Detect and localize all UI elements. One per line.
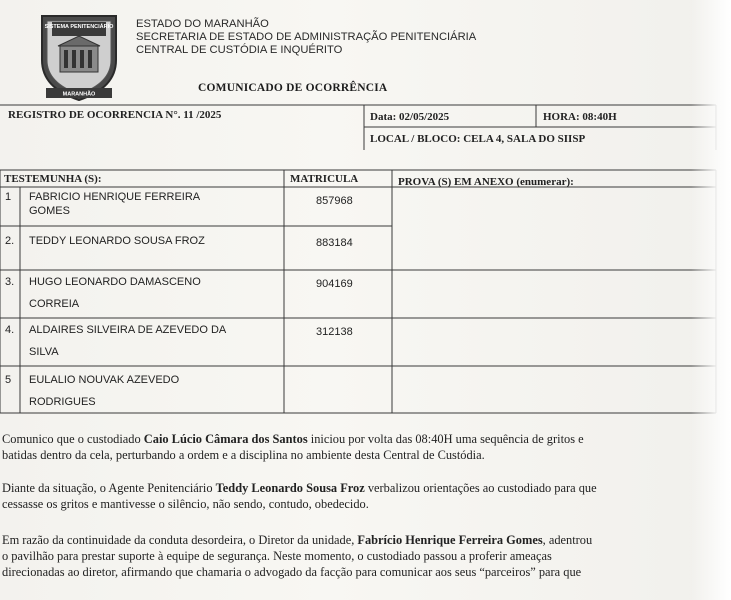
agent-name: Teddy Leonardo Sousa Froz — [215, 481, 365, 495]
witness-name: HUGO LEONARDO DAMASCENO — [29, 276, 201, 288]
text-run: batidas dentro da cela, perturbando a ordem e a disciplina no ambiente desta Central de Custódia. — [2, 448, 485, 462]
text-run: Comunico que o custodiado — [2, 432, 144, 446]
record-date: Data: 02/05/2025 — [370, 111, 450, 123]
witness-name: FABRICIO HENRIQUE FERREIRA — [29, 191, 201, 203]
record-time: HORA: 08:40H — [543, 111, 617, 123]
text-run: Diante da situação, o Agente Penitenciário — [2, 481, 216, 495]
col-evidence: PROVA (S) EM ANEXO (enumerar): — [398, 176, 574, 188]
text-run: o pavilhão para prestar suporte à equipe de segurança. Neste momento, o custodiado passou a proferir ameaças — [2, 549, 552, 563]
paragraph-3 — [2, 532, 722, 580]
text-run: cessasse os gritos e mantivesse o silêncio, não sendo, contudo, obedecido. — [2, 497, 369, 511]
text-run: direcionadas ao diretor, afirmando que chamaria o advogado da facção para comunicar aos seus “parceiros” para que — [2, 565, 582, 579]
col-registration: MATRICULA — [290, 173, 359, 185]
witness-registration: 883184 — [316, 237, 353, 249]
text-run: Em razão da continuidade da conduta desordeira, o Diretor da unidade, — [2, 533, 358, 547]
col-witness: TESTEMUNHA (S): — [4, 173, 102, 185]
paragraph-2 — [2, 480, 722, 512]
witness-name: EULALIO NOUVAK AZEVEDO — [29, 374, 180, 386]
table-row-num: 3. — [5, 276, 15, 288]
witness-registration: 312138 — [316, 326, 353, 338]
header-secretariat: SECRETARIA DE ESTADO DE ADMINISTRAÇÃO PENITENCIÁRIA — [136, 31, 477, 43]
table-row-num: 1 — [5, 191, 12, 203]
text-run: iniciou por volta das 08:40H uma sequência de gritos e — [307, 432, 584, 446]
paragraph-1 — [2, 431, 722, 463]
table-row-num: 5 — [5, 374, 12, 386]
document-title: COMUNICADO DE OCORRÊNCIA — [198, 82, 388, 94]
director-name: Fabrício Henrique Ferreira Gomes — [357, 533, 543, 547]
text-run: verbalizou orientações ao custodiado para que — [364, 481, 597, 495]
text-run: , adentrou — [542, 533, 593, 547]
witness-name-cont: CORREIA — [29, 298, 80, 310]
table-row-num: 2. — [5, 235, 15, 247]
header-central: CENTRAL DE CUSTÓDIA E INQUÉRITO — [136, 44, 343, 56]
record-number: REGISTRO DE OCORRENCIA N°. 11 /2025 — [8, 109, 222, 121]
witness-registration: 904169 — [316, 278, 353, 290]
record-location: LOCAL / BLOCO: CELA 4, SALA DO SIISP — [370, 133, 586, 145]
custodian-name: Caio Lúcio Câmara dos Santos — [143, 432, 308, 446]
seal-text-top: SISTEMA PENITENCIÁRIO — [44, 24, 114, 30]
witness-name: ALDAIRES SILVEIRA DE AZEVEDO DA — [29, 324, 227, 336]
witness-name-cont: GOMES — [29, 205, 70, 217]
seal-text-bottom: MARANHÃO — [62, 91, 96, 98]
table-row-num: 4. — [5, 324, 15, 336]
witness-registration: 857968 — [316, 195, 353, 207]
witness-name: TEDDY LEONARDO SOUSA FROZ — [29, 235, 205, 247]
witness-name-cont: RODRIGUES — [29, 396, 96, 408]
witness-name-cont: SILVA — [29, 346, 59, 358]
page-edge — [691, 0, 731, 600]
header-state: ESTADO DO MARANHÃO — [136, 18, 269, 30]
